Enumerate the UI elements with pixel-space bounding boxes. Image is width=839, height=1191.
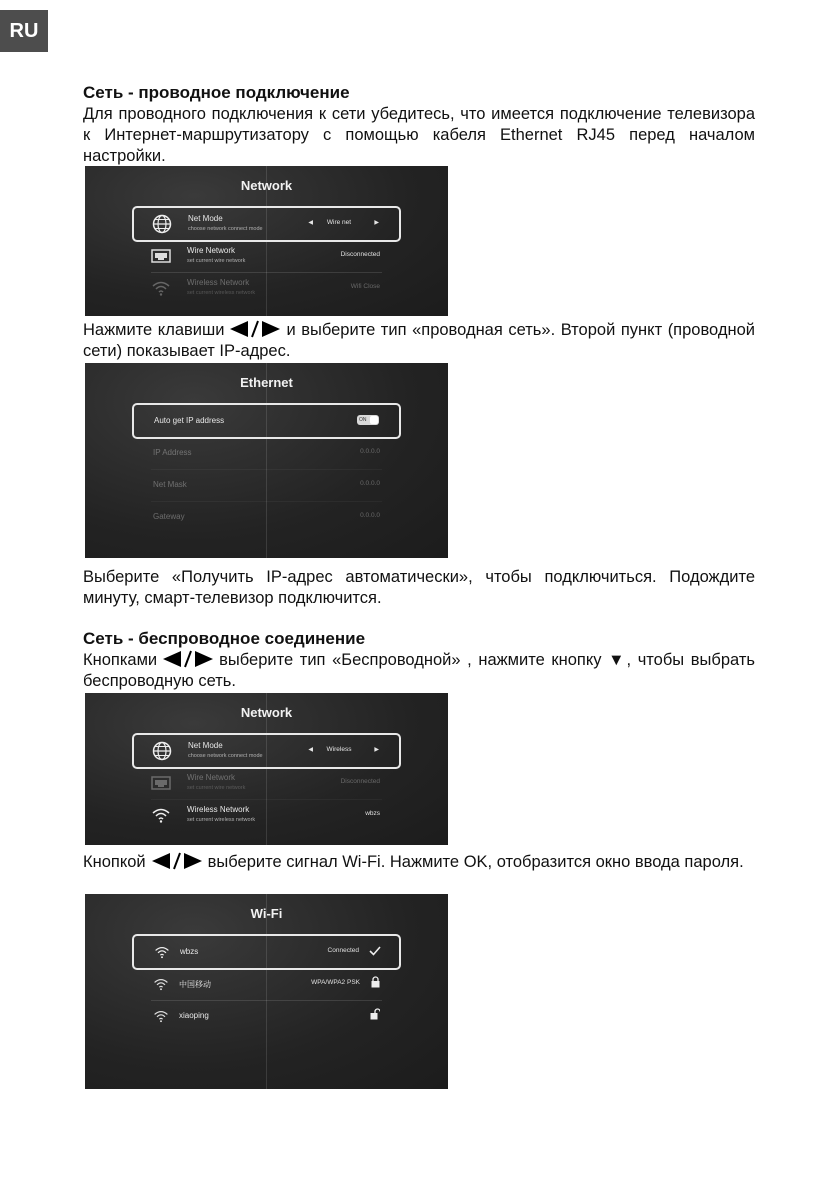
text-segment: Кнопкой [83, 853, 146, 871]
wifi-signal-icon [154, 945, 170, 959]
arrow-left-icon[interactable]: ◀ [308, 747, 313, 753]
left-right-arrows-icon [163, 650, 213, 668]
paragraph-wired-select [83, 320, 755, 362]
screen-title: Ethernet [240, 375, 293, 390]
row-title: Net Mode [188, 741, 223, 750]
row-title: Wire Network [187, 246, 236, 255]
row-title: Net Mode [188, 214, 223, 223]
paragraph-wired-intro: Для проводного подключения к сети убедитесь, что имеется подключение телевизора к Интернет-маршрутизатору с помощью кабеля Ethernet RJ45 перед началом настройки. [83, 105, 755, 165]
row-title: Wire Network [187, 773, 236, 782]
auto-ip-row[interactable] [132, 403, 401, 439]
text-segment: Нажмите клавиши [83, 321, 225, 339]
net-mode-value: Wireless [326, 746, 352, 753]
row-label: Gateway [153, 512, 185, 521]
auto-ip-toggle[interactable] [357, 415, 379, 425]
section-heading-wireless: Сеть - беспроводное соединение [83, 629, 366, 648]
wifi-ssid: wbzs [180, 947, 199, 956]
wifi-ssid: xiaoping [179, 1011, 209, 1020]
net-mode-value: Wire net [326, 219, 352, 226]
wireless-network-row[interactable] [133, 799, 400, 831]
wire-network-row[interactable] [133, 767, 400, 799]
wifi-signal-icon [153, 977, 169, 991]
screen-title: Wi-Fi [250, 906, 283, 921]
ip-address-row [133, 437, 400, 469]
row-label: IP Address [153, 448, 192, 457]
left-right-arrows-icon [230, 320, 280, 338]
wifi-network-item[interactable] [133, 1000, 400, 1032]
gateway-row [133, 501, 400, 533]
wifi-status: Connected [327, 947, 359, 954]
paragraph-wireless-select [83, 650, 755, 692]
wifi-network-item[interactable] [132, 934, 401, 970]
row-value: wbzs [365, 810, 380, 817]
row-value: Wifi Close [350, 283, 380, 290]
text-segment: выберите тип «Беспроводной» , нажмите кнопку ▼, чтобы выбрать беспроводную сеть. [83, 651, 755, 690]
section-heading-wired: Сеть - проводное подключение [83, 83, 350, 102]
row-value: 0.0.0.0 [360, 448, 380, 455]
row-label: Net Mask [153, 480, 187, 489]
wifi-status: WPA/WPA2 PSK [311, 979, 360, 986]
lock-icon [371, 976, 380, 988]
globe-icon [152, 741, 172, 761]
row-subtitle: set current wire network [187, 785, 246, 791]
left-right-arrows-icon [152, 852, 202, 870]
arrow-right-icon[interactable]: ▶ [374, 747, 379, 753]
wire-network-row[interactable] [133, 240, 400, 272]
text-segment: выберите сигнал Wi-Fi. Нажмите OK, отобразится окно ввода пароля. [207, 853, 744, 871]
ethernet-icon [151, 246, 171, 266]
screenshot-network-wired [85, 166, 448, 316]
ethernet-icon [151, 773, 171, 793]
screen-title: Network [240, 705, 293, 720]
check-icon [369, 945, 381, 957]
paragraph-wired-auto-ip: Выберите «Получить IP-адрес автоматически», чтобы подключиться. Подождите минуту, смарт-телевизор подключится. [83, 568, 755, 607]
row-value: Disconnected [340, 778, 380, 785]
row-subtitle: choose network connect mode [188, 226, 263, 232]
language-badge: RU [0, 10, 48, 52]
net-mode-row[interactable] [132, 206, 401, 242]
wifi-network-item[interactable] [133, 968, 400, 1000]
text-segment: Кнопками [83, 651, 158, 669]
row-value: Disconnected [340, 251, 380, 258]
row-title: Wireless Network [187, 805, 250, 814]
wifi-icon [151, 278, 171, 298]
wifi-ssid: 中国移动 [179, 980, 211, 989]
net-mask-row [133, 469, 400, 501]
paragraph-wireless-wifi [83, 852, 755, 873]
wifi-icon [151, 805, 171, 825]
net-mode-row[interactable] [132, 733, 401, 769]
screenshot-ethernet [85, 363, 448, 558]
screenshot-network-wireless [85, 693, 448, 845]
row-subtitle: set current wireless network [187, 817, 256, 823]
wireless-network-row[interactable] [133, 272, 400, 304]
toggle-state: ON [359, 416, 367, 423]
arrow-right-icon[interactable]: ▶ [374, 220, 379, 226]
wifi-signal-icon [153, 1009, 169, 1023]
row-subtitle: set current wireless network [187, 290, 256, 296]
screenshot-wifi-list [85, 894, 448, 1089]
row-subtitle: set current wire network [187, 258, 246, 264]
unlock-icon [370, 1008, 380, 1020]
screen-title: Network [240, 178, 293, 193]
row-value: 0.0.0.0 [360, 512, 380, 519]
row-title: Wireless Network [187, 278, 250, 287]
globe-icon [152, 214, 172, 234]
row-label: Auto get IP address [154, 416, 225, 425]
text-segment: и выберите тип «проводная сеть». Второй пункт (проводной сети) показывает IP-адрес. [83, 321, 755, 360]
row-subtitle: choose network connect mode [188, 753, 263, 759]
arrow-left-icon[interactable]: ◀ [308, 220, 313, 226]
row-value: 0.0.0.0 [360, 480, 380, 487]
